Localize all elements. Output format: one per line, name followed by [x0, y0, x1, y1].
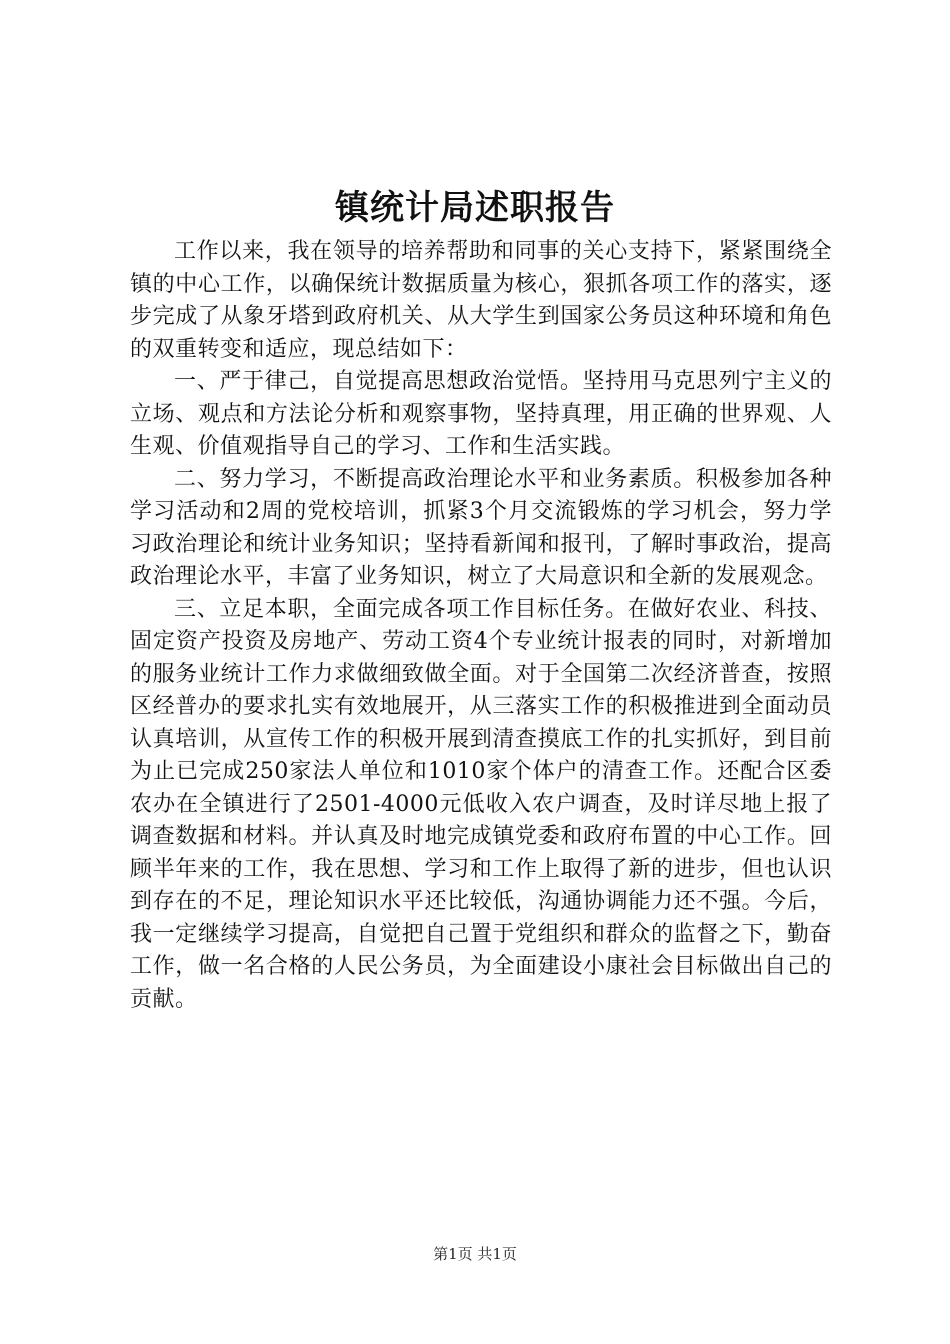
paragraph-intro: 工作以来，我在领导的培养帮助和同事的关心支持下，紧紧围绕全镇的中心工作，以确保统计数据质量为核心，狠抓各项工作的落实，逐步完成了从象牙塔到政府机关、从大学生到国家公务员这种环境和角色的双重转变和适应，现总结如下：	[130, 239, 832, 362]
page-footer: 第1页 共1页	[433, 1245, 517, 1263]
paragraph-section-1: 一、严于律己，自觉提高思想政治觉悟。坚持用马克思列宁主义的立场、观点和方法论分析和观察事物，坚持真理，用正确的世界观、人生观、价值观指导自己的学习、工作和生活实践。	[130, 369, 832, 459]
document-body	[130, 236, 832, 1016]
document-title: 镇统计局述职报告	[335, 188, 615, 228]
paragraph-section-2: 二、努力学习，不断提高政治理论水平和业务素质。积极参加各种学习活动和2周的党校培训，抓紧3个月交流锻炼的学习机会，努力学习政治理论和统计业务知识；坚持看新闻和报刊，了解时事政治，提高政治理论水平，丰富了业务知识，树立了大局意识和全新的发展观念。	[130, 466, 832, 589]
paragraph-section-3: 三、立足本职，全面完成各项工作目标任务。在做好农业、科技、固定资产投资及房地产、劳动工资4个专业统计报表的同时，对新增加的服务业统计工作力求做细致做全面。对于全国第二次经济普查，按照区经普办的要求扎实有效地展开，从三落实工作的积极推进到全面动员认真培训，从宣传工作的积极开展到清查摸底工作的扎实抓好，到目前为止已完成250家法人单位和1010家个体户的清查工作。还配合区委农办在全镇进行了2501-4000元低收入农户调查，及时详尽地上报了调查数据和材料。并认真及时地完成镇党委和政府布置的中心工作。回顾半年来的工作，我在思想、学习和工作上取得了新的进步，但也认识到存在的不足，理论知识水平还比较低，沟通协调能力还不强。今后，我一定继续学习提高，自觉把自己置于党组织和群众的监督之下，勤奋工作，做一名合格的人民公务员，为全面建设小康社会目标做出自己的贡献。	[130, 596, 832, 1012]
